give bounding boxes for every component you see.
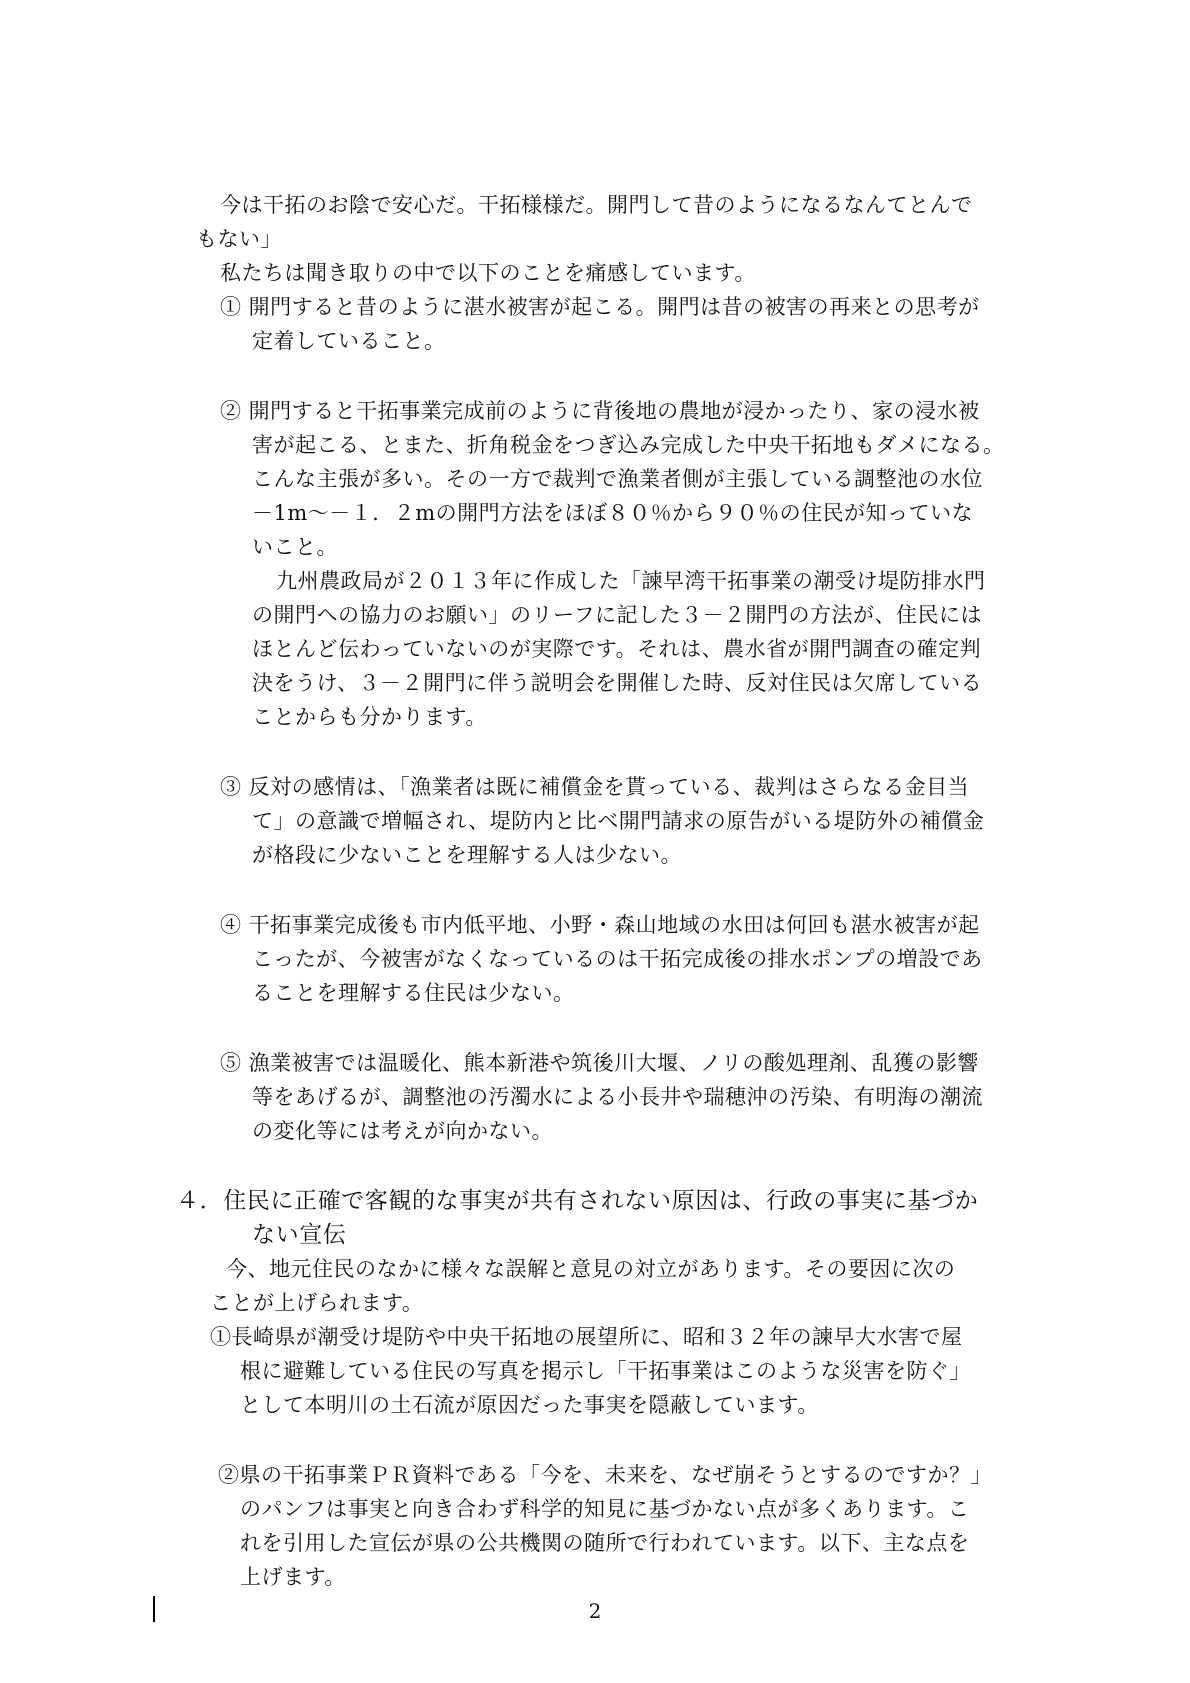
list-item-4-line: ④ 干拓事業完成後も市内低平地、小野・森山地域の水田は何回も湛水被害が起 — [220, 913, 980, 937]
list-item-2-line: いこと。 — [252, 535, 338, 559]
list-item-5-line: 等をあげるが、調整池の汚濁水による小長井や瑞穂沖の汚染、有明海の潮流 — [252, 1085, 983, 1109]
list-item-2-line: 九州農政局が２０１３年に作成した「諫早湾干拓事業の潮受け堤防排水門 — [276, 569, 986, 593]
list-item-2-line: ほとんど伝わっていないのが実際です。それは、農水省が開門調査の確定判 — [252, 637, 982, 661]
page-number: 2 — [588, 1599, 602, 1623]
text-line: 今は干拓のお陰で安心だ。干拓様様だ。開門して昔のようになるなんてとんで — [220, 193, 973, 217]
list-item-2-line: ② 開門すると干拓事業完成前のように背後地の農地が浸かったり、家の浸水被 — [220, 399, 980, 423]
list-item-3-line: ③ 反対の感情は、「漁業者は既に補償金を貰っている、裁判はさらなる金目当 — [220, 775, 970, 799]
list-item-line: として本明川の土石流が原因だった事実を隠蔽しています。 — [240, 1393, 819, 1417]
text-line: ことが上げられます。 — [210, 1291, 424, 1315]
text-line: 今、地元住民のなかに様々な誤解と意見の対立があります。その要因に次の — [226, 1257, 956, 1281]
list-item-2-line: －1m～－１．２mの開門方法をほぼ８０％から９０％の住民が知っていな — [252, 501, 974, 525]
list-item-3-line: が格段に少ないことを理解する人は少ない。 — [252, 843, 682, 867]
list-item-2-line: 決をうけ、３－２開門に伴う説明会を開催した時、反対住民は欠席している — [252, 671, 983, 695]
list-item-1-line: ① 開門すると昔のように湛水被害が起こる。開門は昔の被害の再来との思考が — [220, 295, 980, 319]
list-item-2-line: 害が起こる、とまた、折角税金をつぎ込み完成した中央干拓地もダメになる。 — [252, 433, 1005, 457]
list-item-4-line: ることを理解する住民は少ない。 — [252, 981, 575, 1005]
list-item-4-line: こったが、今被害がなくなっているのは干拓完成後の排水ポンプの増設であ — [252, 947, 983, 971]
list-item-line: ②県の干拓事業ＰＲ資料である「今を、未来を、なぜ崩そうとするのですか？」 — [218, 1463, 992, 1487]
list-item-line: のパンフは事実と向き合わず科学的知見に基づかない点が多くあります。こ — [240, 1497, 970, 1521]
list-item-line: れを引用した宣伝が県の公共機関の随所で行われています。以下、主な点を — [240, 1531, 970, 1555]
text-line: もない」 — [196, 227, 282, 251]
list-item-5-line: の変化等には考えが向かない。 — [252, 1119, 553, 1143]
section-heading: ない宣伝 — [252, 1222, 347, 1248]
list-item-line: ①長崎県が潮受け堤防や中央干拓地の展望所に、昭和３２年の諫早大水害で屋 — [210, 1325, 963, 1349]
list-item-line: 上げます。 — [240, 1565, 346, 1589]
list-item-line: 根に避難している住民の写真を掲示し「干拓事業はこのような災害を防ぐ」 — [240, 1359, 971, 1383]
list-item-2-line: こんな主張が多い。その一方で裁判で漁業者側が主張している調整池の水位 — [252, 467, 983, 491]
list-item-1-line: 定着していること。 — [252, 329, 446, 353]
text-line: 私たちは聞き取りの中で以下のことを痛感しています。 — [220, 261, 756, 285]
list-item-2-line: ことからも分かります。 — [252, 705, 487, 729]
margin-mark — [153, 1596, 155, 1622]
section-heading: ４．住民に正確で客観的な事実が共有されない原因は、行政の事実に基づか — [176, 1188, 979, 1214]
list-item-5-line: ⑤ 漁業被害では温暖化、熊本新港や筑後川大堰、ノリの酸処理剤、乱獲の影響 — [220, 1051, 979, 1075]
list-item-2-line: の開門への協力のお願い」のリーフに記した３－２開門の方法が、住民には — [252, 603, 982, 627]
list-item-3-line: て」の意識で増幅され、堤防内と比べ開門請求の原告がいる堤防外の補償金 — [252, 809, 985, 833]
